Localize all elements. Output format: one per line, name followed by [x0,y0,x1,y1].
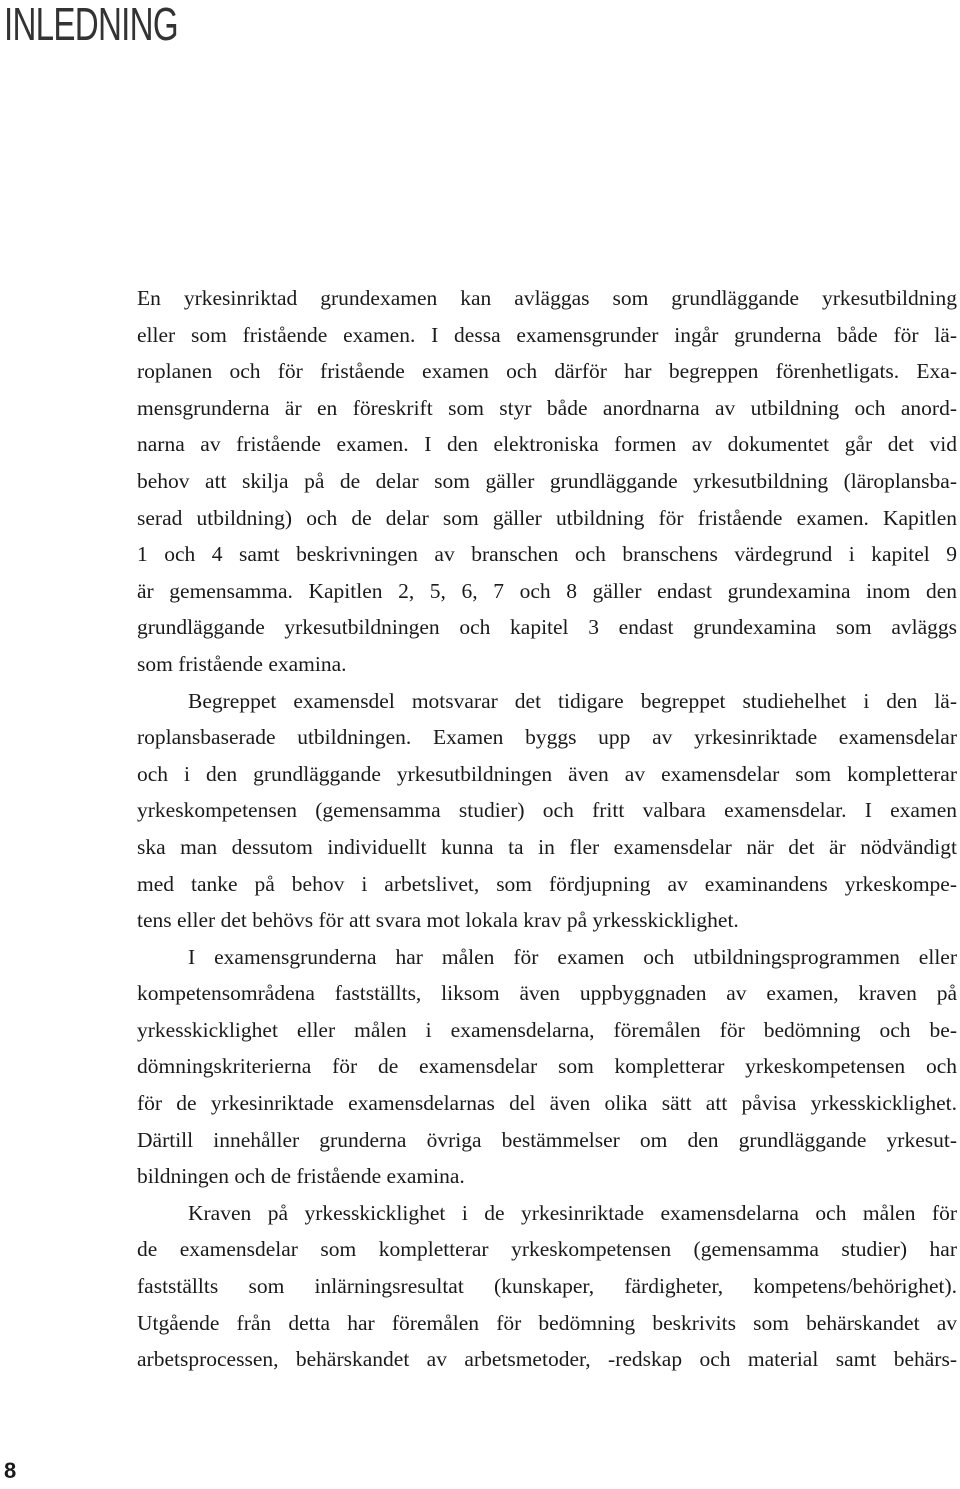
text-line: yrkesskicklighet eller målen i examensdelarna, föremålen för bedömning och be- [137,1017,957,1042]
body-text [137,280,957,1378]
text-line: kompetensområdena fastställts, liksom även uppbyggnaden av examen, kraven på [137,981,957,1006]
text-line: fastställts som inlärningsresultat (kunskaper, färdigheter, kompetens/behörighet). [137,1274,957,1299]
page-title: INLEDNING [4,0,178,50]
text-line: Begreppet examensdel motsvarar det tidigare begreppet studiehelhet i den lä- [188,688,957,713]
text-line: Utgående från detta har föremålen för bedömning beskrivits som behärskandet av [137,1310,957,1335]
paragraph [137,280,957,683]
text-line: serad utbildning) och de delar som gäller utbildning för fristående examen. Kapitlen [137,505,957,530]
text-line: yrkeskompetensen (gemensamma studier) och fritt valbara examensdelar. I examen [137,798,957,823]
text-line: bildningen och de fristående examina. [137,1164,465,1189]
text-line: som fristående examina. [137,651,347,676]
text-line: En yrkesinriktad grundexamen kan avläggas som grundläggande yrkesutbildning [137,286,957,310]
text-line: roplansbaserade utbildningen. Examen byggs upp av yrkesinriktade examensdelar [137,725,957,750]
text-line: roplanen och för fristående examen och därför har begreppen förenhetligats. Exa- [137,359,957,384]
text-line: Kraven på yrkesskicklighet i de yrkesinriktade examensdelarna och målen för [188,1200,957,1225]
text-line: är gemensamma. Kapitlen 2, 5, 6, 7 och 8 gäller endast grundexamina inom den [137,578,957,603]
text-line: med tanke på behov i arbetslivet, som fördjupning av examinandens yrkeskompe- [137,871,957,896]
page-number: 8 [4,1458,17,1483]
text-line: ska man dessutom individuellt kunna ta in fler examensdelar när det är nödvändigt [137,834,957,859]
text-line: narna av fristående examen. I den elektroniska formen av dokumentet går det vid [137,432,957,457]
text-line: 1 och 4 samt beskrivningen av branschen och branschens värdegrund i kapitel 9 [137,542,957,567]
text-line: grundläggande yrkesutbildningen och kapitel 3 endast grundexamina som avläggs [137,615,957,640]
text-line: Därtill innehåller grunderna övriga bestämmelser om den grundläggande yrkesut- [137,1127,957,1152]
text-line: eller som fristående examen. I dessa examensgrunder ingår grunderna både för lä- [137,322,957,347]
text-line: I examensgrunderna har målen för examen och utbildningsprogrammen eller [188,944,957,969]
text-line: arbetsprocessen, behärskandet av arbetsmetoder, -redskap och material samt behärs- [137,1347,957,1372]
paragraph [137,1195,957,1378]
text-line: mensgrunderna är en föreskrift som styr både anordnarna av utbildning och anord- [137,395,957,420]
text-line: de examensdelar som kompletterar yrkeskompetensen (gemensamma studier) har [137,1237,957,1262]
paragraph [137,939,957,1195]
text-line: och i den grundläggande yrkesutbildningen även av examensdelar som kompletterar [137,761,957,786]
text-line: för de yrkesinriktade examensdelarnas del även olika sätt att påvisa yrkesskicklighet. [137,1091,957,1116]
text-line: dömningskriterierna för de examensdelar som kompletterar yrkeskompetensen och [137,1054,957,1079]
text-line: behov att skilja på de delar som gäller grundläggande yrkesutbildning (läroplansba- [137,468,957,493]
text-line: tens eller det behövs för att svara mot lokala krav på yrkesskicklighet. [137,908,739,933]
paragraph [137,683,957,939]
